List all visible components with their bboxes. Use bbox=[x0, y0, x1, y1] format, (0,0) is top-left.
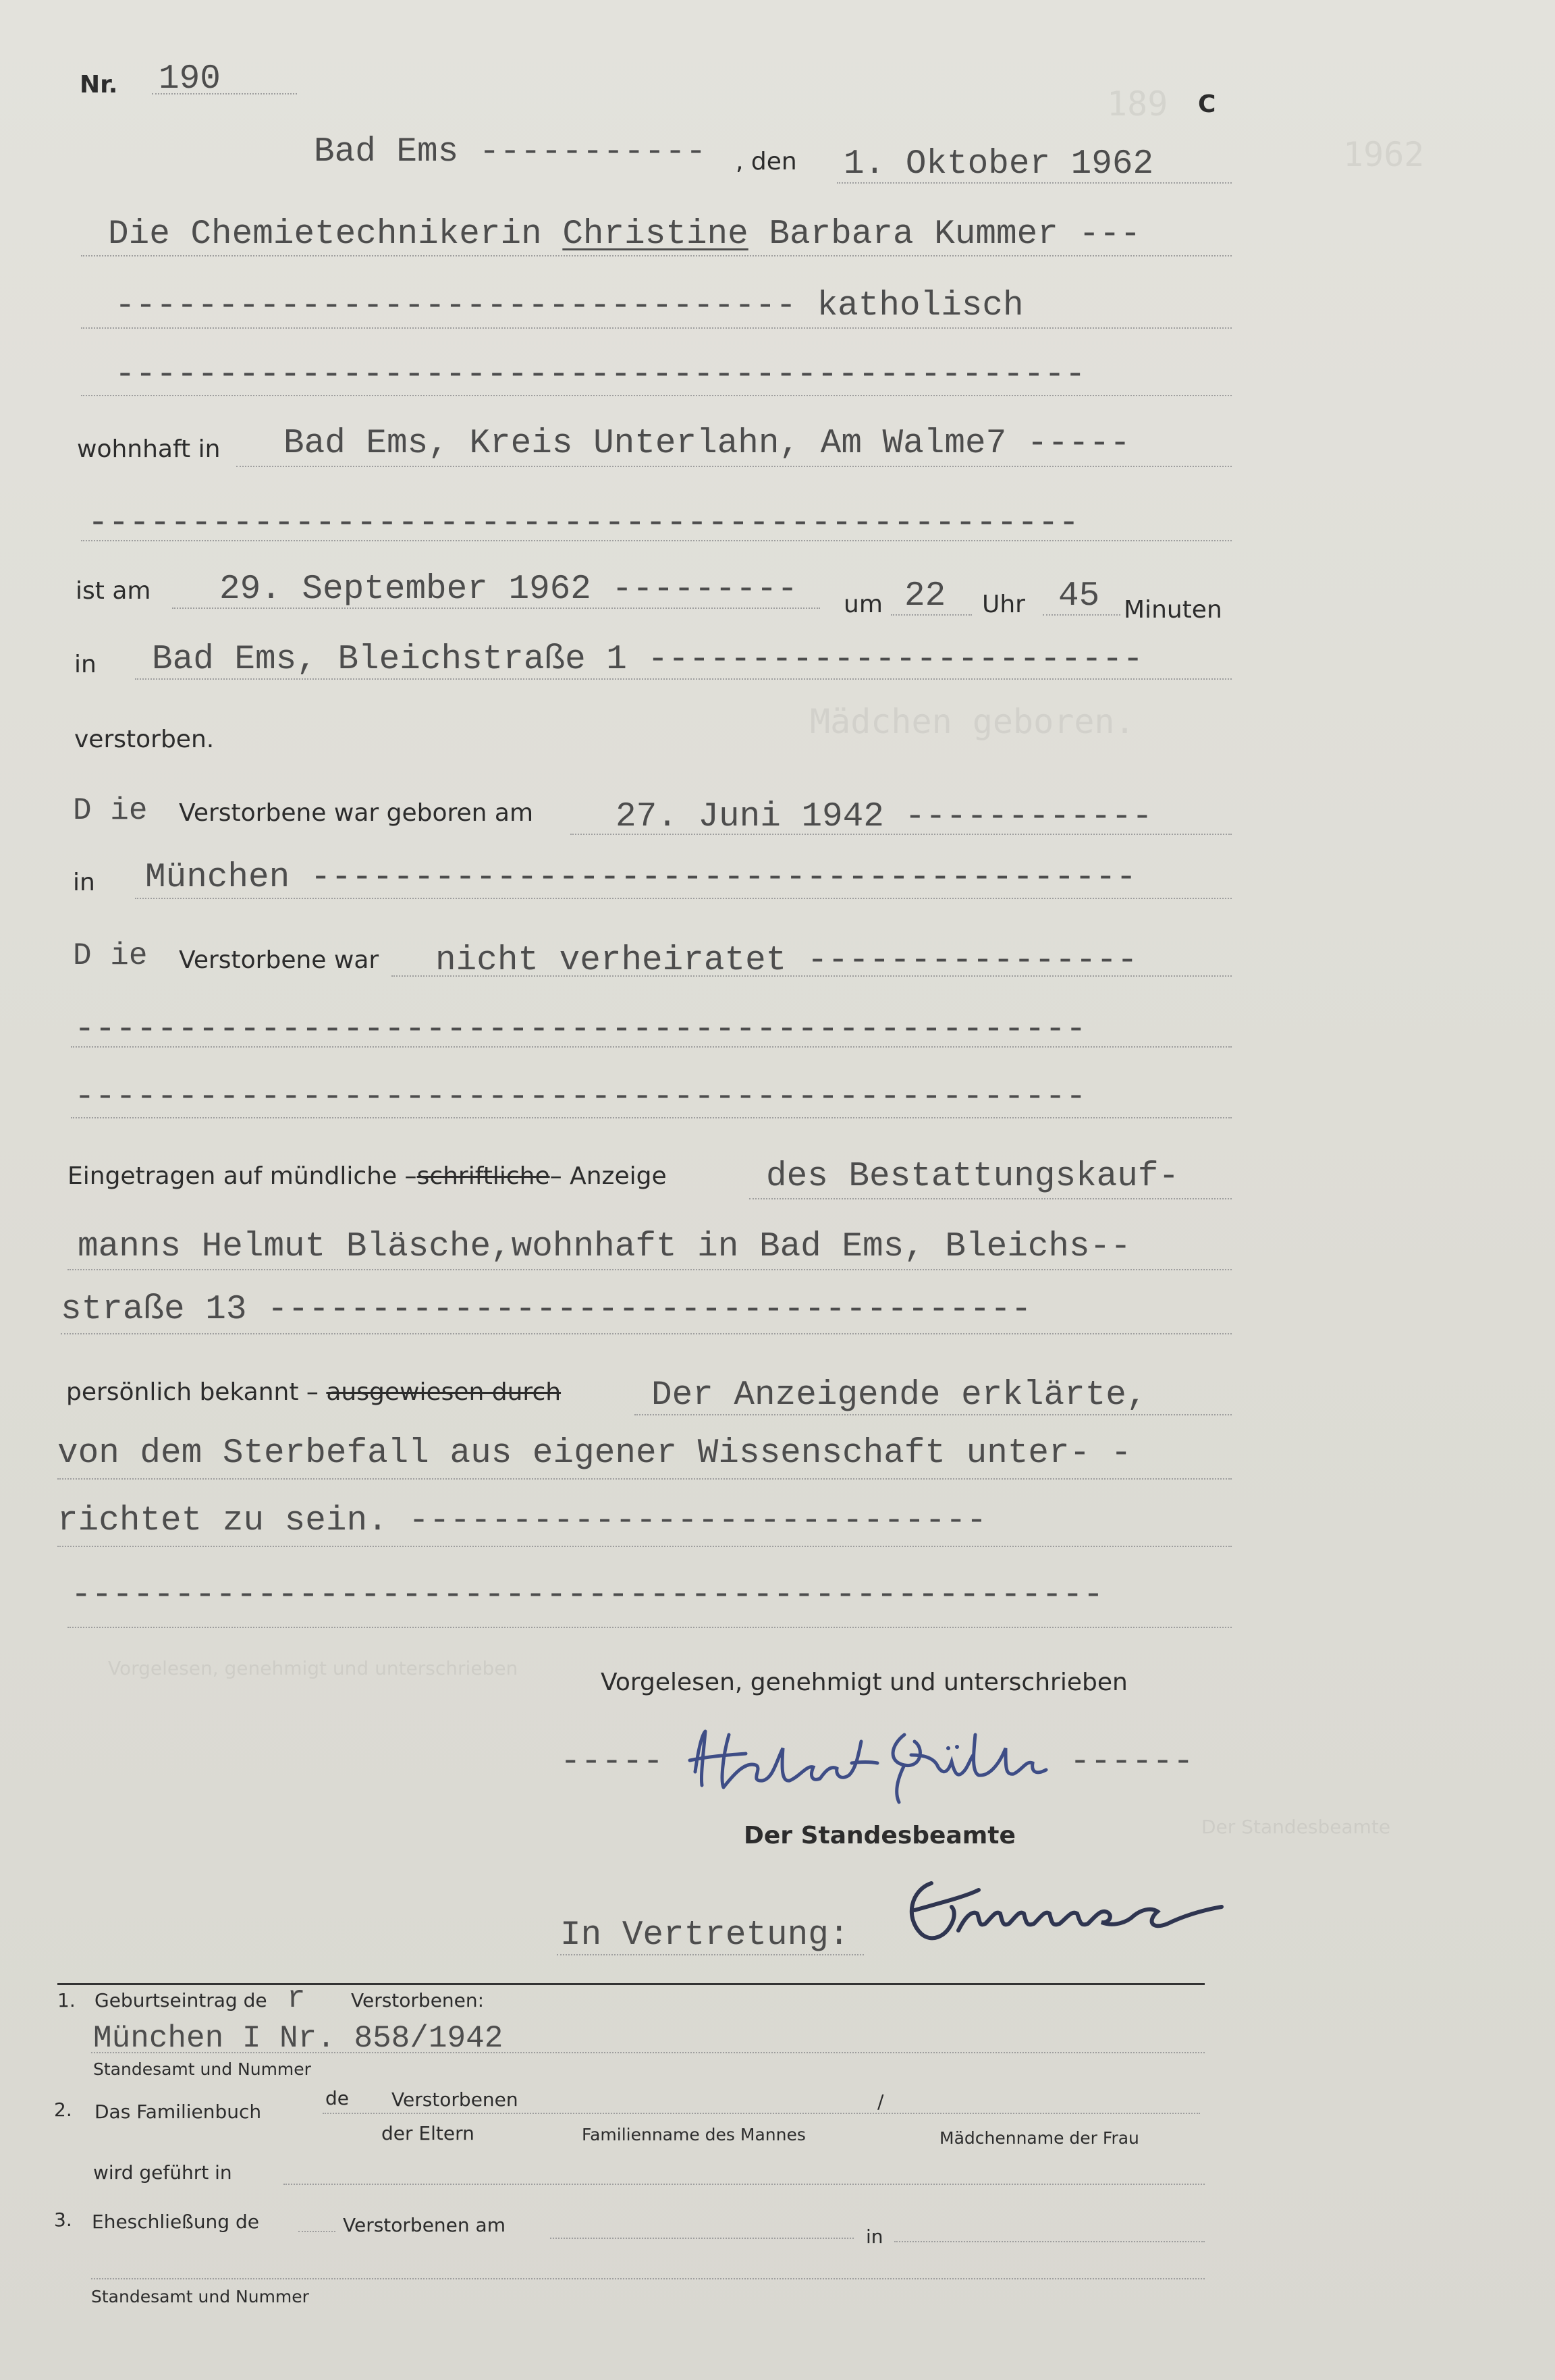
birth-date: 27. Juni 1942 ------------ bbox=[616, 798, 1153, 836]
dotted-line bbox=[67, 1269, 1232, 1270]
marital-cont: ------------------------------------------------- bbox=[74, 1010, 1087, 1049]
dotted-line bbox=[837, 182, 1232, 184]
item2-eltern: der Eltern bbox=[381, 2122, 474, 2144]
deceased-name-rest: Barbara Kummer --- bbox=[748, 215, 1141, 254]
dotted-line bbox=[57, 1478, 1232, 1480]
birth-place: München ---------------------------------------- bbox=[145, 859, 1137, 897]
death-hour: 22 bbox=[904, 577, 946, 616]
death-date: 29. September 1962 --------- bbox=[219, 570, 798, 609]
item3-verstorbenen: Verstorbenen am bbox=[343, 2214, 506, 2236]
wird-label: wird geführt in bbox=[93, 2161, 232, 2184]
signature-caption: Vorgelesen, genehmigt und unterschrieben bbox=[601, 1669, 1128, 1696]
dotted-line bbox=[61, 1333, 1232, 1334]
item3-label: Eheschließung de bbox=[92, 2211, 259, 2233]
identity-text3: richtet zu sein. ---------------------------- bbox=[57, 1502, 987, 1540]
marital-status: nicht verheiratet ---------------- bbox=[435, 942, 1138, 980]
religion-line: --------------------------------- katholisch bbox=[115, 287, 1024, 325]
standesamt-label: Standesamt und Nummer bbox=[93, 2059, 311, 2079]
dotted-line bbox=[570, 834, 1232, 835]
minuten-label: Minuten bbox=[1124, 596, 1222, 624]
bleed-through-text: Vorgelesen, genehmigt und unterschrieben bbox=[108, 1657, 518, 1679]
item1-label: Geburtseintrag de bbox=[94, 1989, 267, 2011]
death-place: Bad Ems, Bleichstraße 1 ------------------------ bbox=[152, 641, 1144, 679]
dotted-line bbox=[67, 1627, 1232, 1628]
death-minutes: 45 bbox=[1058, 577, 1100, 616]
dotted-line bbox=[81, 327, 1232, 329]
den-label: , den bbox=[736, 148, 797, 175]
dotted-line bbox=[391, 975, 1232, 977]
bleed-through-text: Mädchen geboren. bbox=[810, 702, 1135, 741]
item3-number: 3. bbox=[54, 2209, 72, 2231]
dotted-line bbox=[71, 1046, 1232, 1048]
verstorben-label: verstorben. bbox=[74, 726, 215, 753]
item1-suffix: Verstorbenen: bbox=[351, 1989, 485, 2011]
identity-text2: von dem Sterbefall aus eigener Wissenschaft unter- - bbox=[57, 1434, 1132, 1473]
dotted-line bbox=[236, 466, 1232, 467]
corner-letter: C bbox=[1198, 90, 1216, 118]
informant-line3: straße 13 ------------------------------------- bbox=[61, 1291, 1032, 1329]
item2-number: 2. bbox=[54, 2099, 72, 2121]
label-prefix: Eingetragen auf mündliche – bbox=[67, 1162, 417, 1190]
dotted-line bbox=[634, 1414, 1232, 1415]
item3-in: in bbox=[866, 2225, 883, 2248]
dotted-line bbox=[81, 255, 1232, 256]
item1-r: r bbox=[287, 1981, 306, 2016]
struck-text: ausgewiesen durch bbox=[326, 1378, 562, 1406]
label-suffix: – Anzeige bbox=[549, 1162, 667, 1190]
nr-label: Nr. bbox=[80, 71, 118, 99]
birth-in-label: in bbox=[73, 869, 95, 896]
ist-am-label: ist am bbox=[76, 577, 151, 605]
dotted-line bbox=[283, 2184, 1205, 2185]
deceased-occupation: Die Chemietechnikerin bbox=[108, 215, 563, 254]
uhr-label: Uhr bbox=[982, 591, 1025, 618]
item1-number: 1. bbox=[57, 1989, 76, 2011]
in-label: in bbox=[74, 651, 97, 678]
identity-label bbox=[66, 1380, 561, 1405]
dotted-line bbox=[323, 2113, 1200, 2114]
standesamt-label-2: Standesamt und Nummer bbox=[91, 2287, 309, 2306]
informant-signature bbox=[682, 1708, 1060, 1809]
record-number: 190 bbox=[159, 60, 221, 99]
dotted-line bbox=[81, 395, 1232, 396]
die-typed: D ie bbox=[73, 793, 148, 828]
dotted-line bbox=[1043, 614, 1120, 616]
officer-signature bbox=[891, 1870, 1242, 1957]
officer-label: Der Standesbeamte bbox=[744, 1822, 1016, 1849]
dotted-line bbox=[135, 898, 1232, 899]
um-label: um bbox=[844, 591, 883, 618]
vertretung-label: In Vertretung: bbox=[560, 1916, 850, 1955]
deceased-name-line bbox=[108, 217, 1141, 252]
dotted-line bbox=[57, 1546, 1232, 1547]
birth-record-value: München I Nr. 858/1942 bbox=[93, 2021, 503, 2056]
item2-label: Das Familienbuch bbox=[94, 2101, 262, 2123]
item2-de: de bbox=[325, 2087, 349, 2109]
name-slash: / bbox=[877, 2090, 884, 2113]
dotted-line bbox=[550, 2238, 854, 2239]
bleed-through-text: Der Standesbeamte bbox=[1201, 1816, 1391, 1838]
dashes-left: ----- bbox=[560, 1743, 664, 1781]
informant-line2: manns Helmut Bläsche,wohnhaft in Bad Ems, Bleichs-- bbox=[78, 1228, 1131, 1266]
label-prefix: persönlich bekannt – bbox=[66, 1378, 319, 1406]
marital-cont: ------------------------------------------------- bbox=[74, 1078, 1087, 1116]
registration-date: 1. Oktober 1962 bbox=[844, 145, 1154, 184]
struck-text: schriftliche bbox=[416, 1162, 550, 1190]
identity-text4: -------------------------------------------------- bbox=[71, 1576, 1104, 1615]
dotted-line bbox=[891, 614, 972, 616]
dashes-right: ------ bbox=[1070, 1743, 1194, 1781]
dotted-line bbox=[894, 2241, 1205, 2242]
dotted-line bbox=[71, 1117, 1232, 1118]
section-separator bbox=[57, 1983, 1205, 1985]
dotted-line bbox=[91, 2052, 1205, 2053]
deceased-first-name: Christine bbox=[562, 215, 748, 254]
item2-verstorbenen: Verstorbenen bbox=[391, 2088, 518, 2111]
identity-text1: Der Anzeigende erklärte, bbox=[651, 1376, 1147, 1415]
registration-label bbox=[67, 1164, 667, 1189]
die-typed: D ie bbox=[73, 938, 148, 973]
dotted-line bbox=[298, 2231, 335, 2232]
filler-line: ----------------------------------------------- bbox=[115, 356, 1086, 394]
marital-label: Verstorbene war bbox=[179, 946, 379, 974]
dotted-line bbox=[749, 1198, 1232, 1199]
registration-place: Bad Ems ----------- bbox=[314, 133, 707, 171]
familienname-label: Familienname des Mannes bbox=[582, 2125, 806, 2144]
dotted-line bbox=[172, 607, 820, 609]
bleed-through-text: 189 bbox=[1107, 84, 1168, 124]
dotted-line bbox=[152, 93, 297, 94]
residence-value: Bad Ems, Kreis Unterlahn, Am Walme7 ----- bbox=[283, 425, 1130, 463]
dotted-line bbox=[557, 1954, 864, 1955]
dotted-line bbox=[91, 2278, 1205, 2279]
wohnhaft-label: wohnhaft in bbox=[77, 435, 221, 463]
dotted-line bbox=[135, 678, 1232, 680]
maedchenname-label: Mädchenname der Frau bbox=[939, 2128, 1139, 2148]
informant-line1: des Bestattungskauf- bbox=[766, 1158, 1180, 1196]
residence-cont: ------------------------------------------------ bbox=[88, 504, 1080, 543]
born-label: Verstorbene war geboren am bbox=[179, 799, 534, 827]
dotted-line bbox=[81, 540, 1232, 541]
bleed-through-text: 1962 bbox=[1343, 135, 1425, 174]
